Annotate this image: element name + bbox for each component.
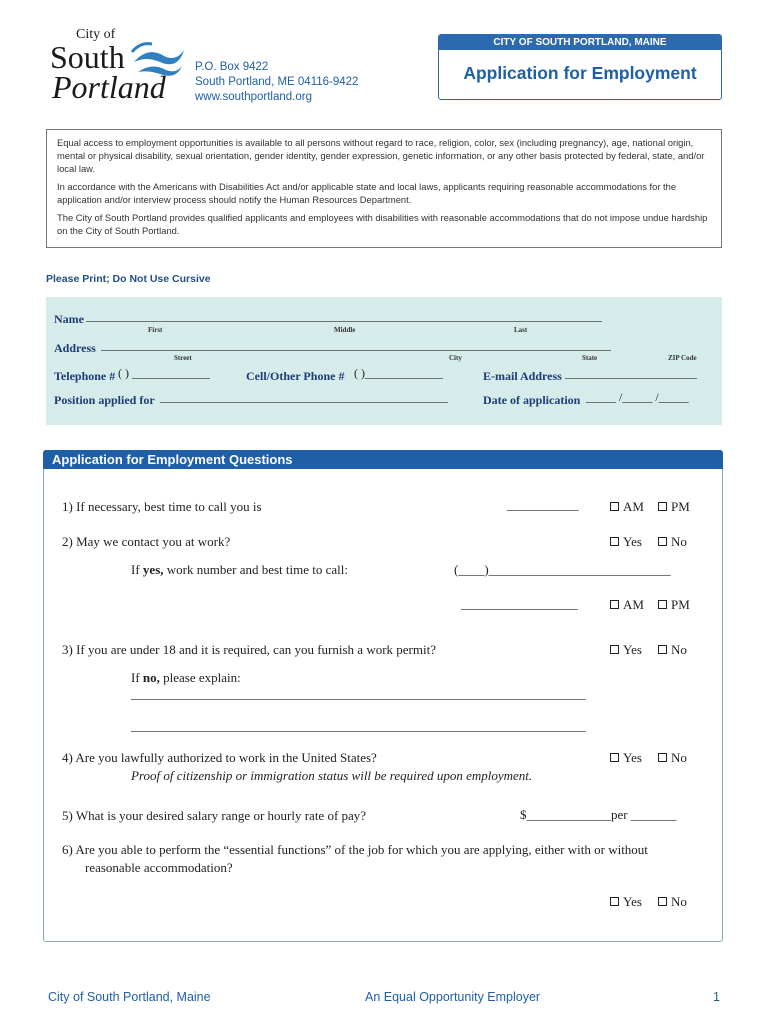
page-number: 1: [713, 990, 720, 1004]
cell-phone-label: Cell/Other Phone #: [246, 369, 345, 383]
checkbox-icon: [658, 645, 667, 654]
checkbox-icon: [610, 600, 619, 609]
q1-pm-checkbox[interactable]: PM: [658, 499, 690, 515]
question-3: 3) If you are under 18 and it is required, can you furnish a work permit?: [62, 642, 436, 657]
q4-no-checkbox[interactable]: No: [658, 750, 687, 766]
question-6-line-2: reasonable accommodation?: [85, 860, 233, 875]
name-label: Name: [54, 312, 84, 326]
name-field[interactable]: ______________________________________________________________________________________: [86, 309, 602, 323]
q2-time-field[interactable]: __________________: [461, 596, 578, 611]
website-link[interactable]: www.southportland.org: [195, 91, 312, 103]
footer-eoe: An Equal Opportunity Employer: [365, 990, 541, 1004]
q3-yes-checkbox[interactable]: Yes: [610, 642, 642, 658]
telephone-label: Telephone #: [54, 369, 116, 383]
date-field[interactable]: _____ /_____ /_____: [586, 390, 689, 404]
q4-note: Proof of citizenship or immigration status will be required upon employment.: [131, 768, 533, 783]
checkbox-icon: [658, 897, 667, 906]
q2-am-checkbox[interactable]: AM: [610, 597, 644, 613]
position-field[interactable]: ________________________________________________: [160, 390, 448, 404]
date-label: Date of application: [483, 393, 581, 407]
checkbox-icon: [610, 537, 619, 546]
street-sublabel: Street: [174, 354, 192, 362]
address-label: Address: [54, 341, 96, 355]
checkbox-icon: [610, 897, 619, 906]
logo-portland-text: Portland: [52, 69, 166, 104]
middle-sublabel: Middle: [334, 326, 356, 334]
q5-salary-field[interactable]: $_____________per _______: [520, 807, 677, 822]
q2-work-number-field[interactable]: (____)____________________________: [454, 562, 671, 577]
q2-followup: If yes, work number and best time to call:: [131, 562, 348, 577]
logo-south-text: South: [50, 39, 125, 75]
q4-yes-checkbox[interactable]: Yes: [610, 750, 642, 766]
question-2: 2) May we contact you at work?: [62, 534, 231, 549]
email-label: E-mail Address: [483, 369, 562, 383]
checkbox-icon: [658, 537, 667, 546]
title-banner: CITY OF SOUTH PORTLAND, MAINE: [439, 35, 721, 50]
checkbox-icon: [610, 753, 619, 762]
title-box: [438, 34, 722, 100]
zip-sublabel: ZIP Code: [668, 354, 697, 362]
last-sublabel: Last: [514, 326, 528, 334]
questions-heading: Application for Employment Questions: [43, 450, 723, 469]
first-sublabel: First: [148, 326, 163, 334]
q3-followup: If no, please explain:: [131, 670, 241, 685]
city-logo: [46, 24, 186, 104]
city-sublabel: City: [449, 354, 462, 362]
position-label: Position applied for: [54, 393, 155, 407]
cell-phone-field[interactable]: ( )_____________: [354, 366, 443, 380]
footer-city: City of South Portland, Maine: [48, 990, 211, 1004]
q3-explain-line-1[interactable]: ______________________________________________________________________: [131, 686, 586, 701]
notice-paragraph-2: In accordance with the Americans with Disabilities Act and/or applicable state and local laws, applicants requiring reasonable accommodations for the application and/or interview process should notify the Human Resources Department.: [57, 181, 677, 205]
question-6-line-1: 6) Are you able to perform the “essential functions” of the job for which you are applying, either with or without: [62, 842, 648, 857]
q6-yes-checkbox[interactable]: Yes: [610, 894, 642, 910]
checkbox-icon: [610, 502, 619, 511]
email-field[interactable]: ______________________: [565, 366, 697, 380]
q3-no-checkbox[interactable]: No: [658, 642, 687, 658]
q1-time-field[interactable]: ___________: [507, 497, 579, 512]
question-4: 4) Are you lawfully authorized to work in the United States?: [62, 750, 377, 765]
equal-access-notice: [46, 129, 722, 248]
po-box: P.O. Box 9422: [195, 61, 269, 73]
address-field[interactable]: _____________________________________________________________________________________: [101, 338, 611, 352]
q2-pm-checkbox[interactable]: PM: [658, 597, 690, 613]
question-5: 5) What is your desired salary range or hourly rate of pay?: [62, 808, 367, 823]
print-instructions: Please Print; Do Not Use Cursive: [46, 273, 211, 285]
q2-no-checkbox[interactable]: No: [658, 534, 687, 550]
city-zip: South Portland, ME 04116-9422: [195, 76, 359, 88]
q3-explain-line-2[interactable]: ______________________________________________________________________: [131, 718, 586, 733]
checkbox-icon: [658, 600, 667, 609]
checkbox-icon: [658, 753, 667, 762]
logo-city-text: City of: [76, 27, 116, 42]
notice-paragraph-3: The City of South Portland provides qualified applicants and employees with disabilities with reasonable accommodations that do not impose undue hardship on the City of South Portland.: [57, 212, 708, 236]
wave-icon: [134, 50, 184, 64]
q1-am-checkbox[interactable]: AM: [610, 499, 644, 515]
checkbox-icon: [610, 645, 619, 654]
page-title: Application for Employment: [463, 63, 697, 83]
q6-no-checkbox[interactable]: No: [658, 894, 687, 910]
q2-yes-checkbox[interactable]: Yes: [610, 534, 642, 550]
telephone-field[interactable]: ( ) _____________: [118, 366, 210, 380]
question-1: 1) If necessary, best time to call you is: [62, 499, 262, 514]
checkbox-icon: [658, 502, 667, 511]
notice-paragraph-1: Equal access to employment opportunities is available to all persons without regard to race, religion, color, sex (including pregnancy), age, national origin, mental or physical disability, sexual orientation, gender identity, gender expression, genetic information, or any other basis protected by federal, state, and/or local law.: [57, 137, 705, 174]
state-sublabel: State: [582, 354, 598, 362]
mailing-address: [195, 60, 358, 105]
